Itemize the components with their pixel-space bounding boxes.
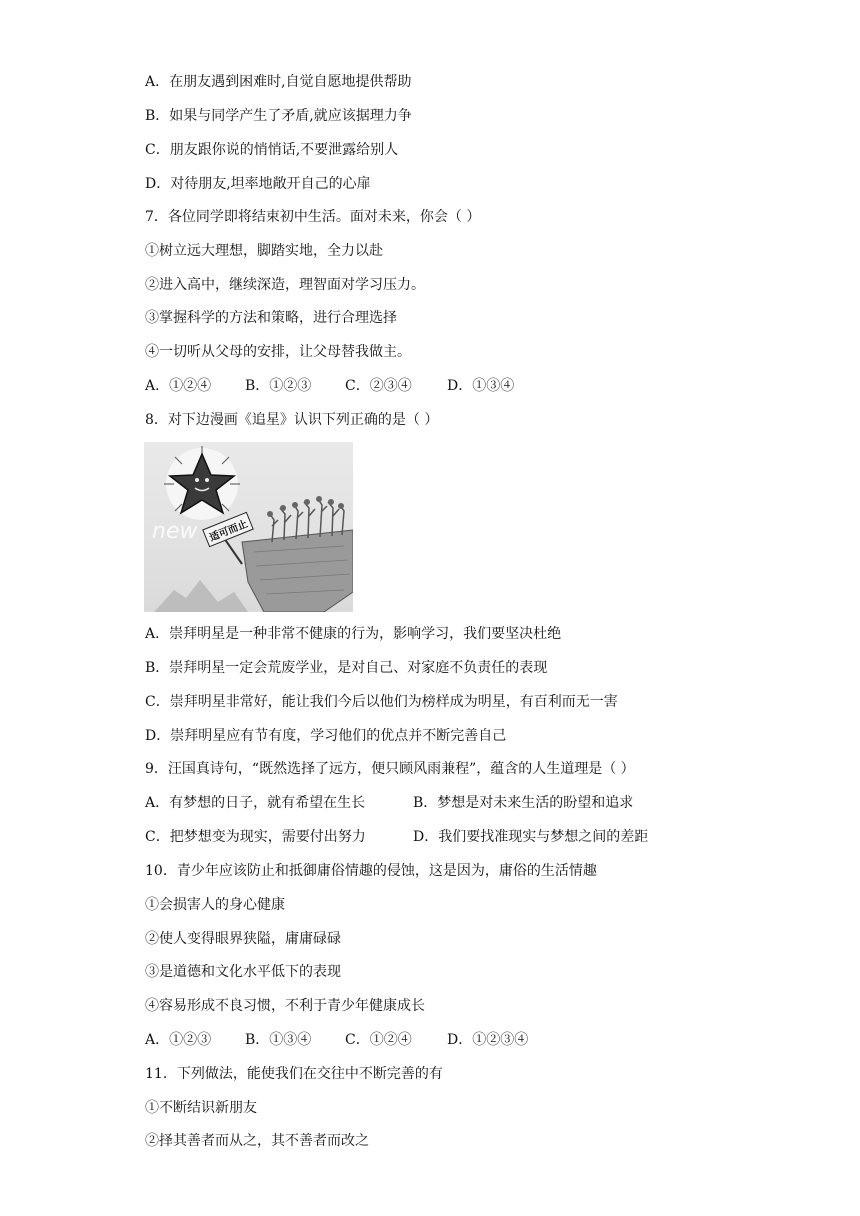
- q10-item-3: ③是道德和文化水平低下的表现: [145, 964, 341, 980]
- q10-option-b: B．①③④: [245, 1032, 312, 1048]
- q10-stem: 10．青少年应该防止和抵御庸俗情趣的侵蚀，这是因为，庸俗的生活情趣: [145, 863, 597, 879]
- q7-option-d: D．①③④: [447, 378, 515, 394]
- cliff: [242, 530, 353, 612]
- q9-option-b: B．梦想是对未来生活的盼望和追求: [413, 795, 634, 811]
- q6-option-a: A．在朋友遇到困难时,自觉自愿地提供帮助: [145, 74, 412, 90]
- q11-item-2: ②择其善者而从之，其不善者而改之: [145, 1133, 369, 1149]
- q8-option-a: A．崇拜明星是一种非常不健康的行为，影响学习，我们要坚决杜绝: [145, 626, 562, 642]
- q7-option-a: A．①②④: [145, 378, 212, 394]
- q7-item-4: ④一切听从父母的安排，让父母替我做主。: [145, 344, 411, 360]
- q11-stem: 11．下列做法，能使我们在交往中不断完善的有: [145, 1066, 443, 1082]
- q10-option-a: A．①②③: [145, 1032, 212, 1048]
- q9-option-c: C．把梦想变为现实，需要付出努力: [145, 829, 366, 845]
- q10-item-2: ②使人变得眼界狭隘，庸庸碌碌: [145, 931, 341, 947]
- q8-option-b: B．崇拜明星一定会荒废学业，是对自己、对家庭不负责任的表现: [145, 660, 548, 676]
- q10-option-c: C．①②④: [345, 1032, 412, 1048]
- q6-option-d: D．对待朋友,坦率地敞开自己的心扉: [145, 176, 371, 192]
- svg-text:new: new: [152, 519, 198, 544]
- q9-stem: 9．汪国真诗句，“既然选择了远方，便只顾风雨兼程”，蕴含的人生道理是（ ）: [145, 761, 635, 777]
- mountains: [154, 580, 248, 612]
- q10-item-4: ④容易形成不良习惯，不利于青少年健康成长: [145, 998, 425, 1014]
- q8-option-c: C．崇拜明星非常好，能让我们今后以他们为榜样成为明星，有百利而无一害: [145, 694, 618, 710]
- q7-item-3: ③掌握科学的方法和策略，进行合理选择: [145, 310, 397, 326]
- q9-option-d: D．我们要找准现实与梦想之间的差距: [413, 829, 649, 845]
- q7-stem: 7．各位同学即将结束初中生活。面对未来，你会（ ）: [145, 209, 481, 225]
- sign-label: 适可而止: [202, 512, 254, 548]
- q6-option-c: C．朋友跟你说的悄悄话,不要泄露给别人: [145, 142, 399, 158]
- q8-option-d: D．崇拜明星应有节有度，学习他们的优点并不断完善自己: [145, 728, 507, 744]
- q7-item-1: ①树立远大理想，脚踏实地，全力以赴: [145, 243, 383, 259]
- q8-stem: 8．对下边漫画《追星》认识下列正确的是（ ）: [145, 412, 439, 428]
- q11-item-1: ①不断结识新朋友: [145, 1100, 257, 1116]
- chasing-star-cartoon: [144, 442, 353, 612]
- q7-option-c: C．②③④: [345, 378, 412, 394]
- q10-item-1: ①会损害人的身心健康: [145, 897, 285, 913]
- q7-item-2: ②进入高中，继续深造，理智面对学习压力。: [145, 277, 425, 293]
- q6-option-b: B．如果与同学产生了矛盾,就应该据理力争: [145, 108, 412, 124]
- q9-option-a: A．有梦想的日子，就有希望在生长: [145, 795, 366, 811]
- q10-option-d: D．①②③④: [447, 1032, 529, 1048]
- q7-option-b: B．①②③: [245, 378, 312, 394]
